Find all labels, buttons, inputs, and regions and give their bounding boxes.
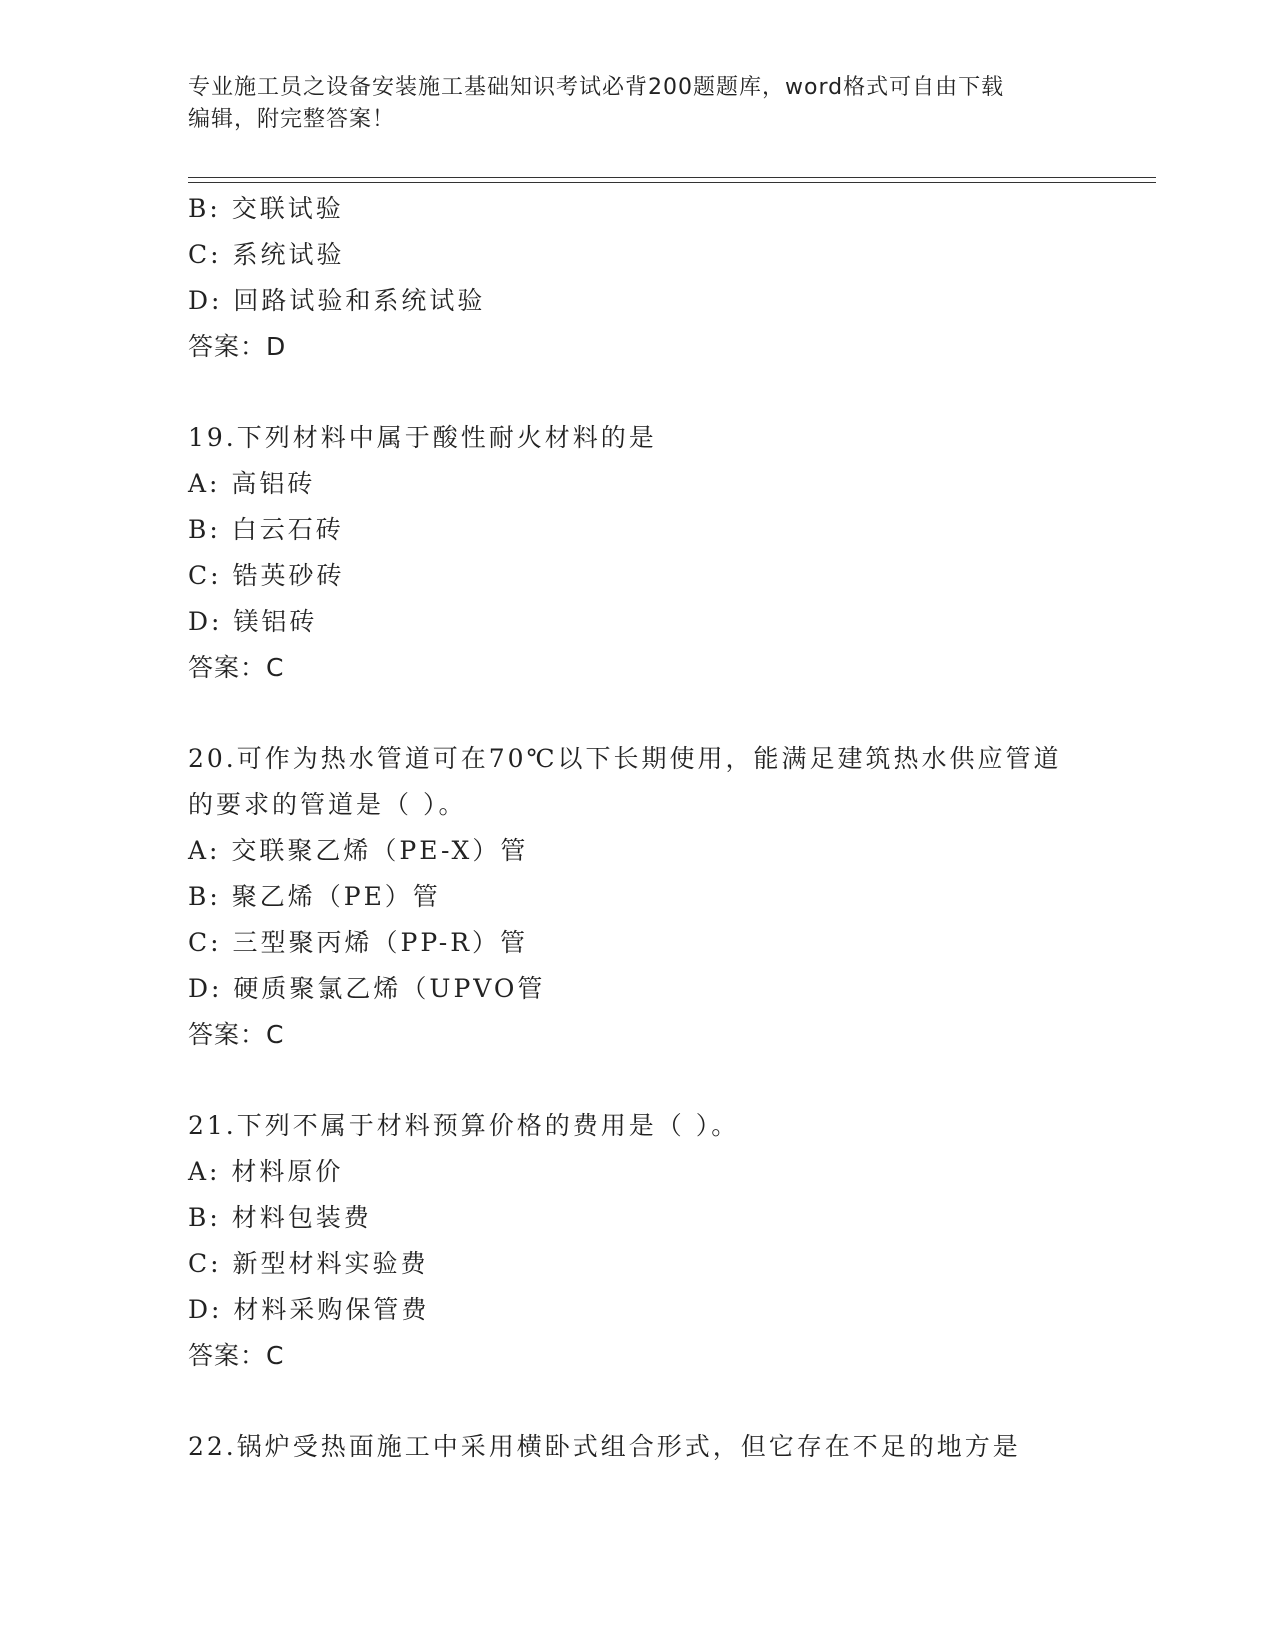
answer: 答案：C [188,1020,285,1049]
option-c: C: 新型材料实验费 [188,1249,429,1278]
option-d: D: 回路试验和系统试验 [188,286,486,315]
option-d: D: 镁铝砖 [188,607,318,636]
option-b: B: 交联试验 [188,194,344,223]
answer: 答案：C [188,1341,285,1370]
question-21 [188,1103,1128,1379]
option-c: C: 三型聚丙烯（PP-R）管 [188,928,529,957]
question-19 [188,415,1128,691]
header-title-line-2: 编辑，附完整答案！ [188,107,396,132]
option-b: B: 聚乙烯（PE）管 [188,882,441,911]
answer: 答案：C [188,653,285,682]
spacer [188,1058,1128,1103]
spacer [188,370,1128,415]
header-divider [188,177,1156,183]
spacer [188,1379,1128,1424]
question-stem: 19.下列材料中属于酸性耐火材料的是 [188,423,657,452]
question-stem-continued: 的要求的管道是（ ）。 [188,790,467,819]
option-b: B: 材料包装费 [188,1203,372,1232]
question-stem: 21.下列不属于材料预算价格的费用是（ ）。 [188,1111,740,1140]
option-d: D: 硬质聚氯乙烯（UPVO管 [188,974,546,1003]
question-22 [188,1424,1128,1470]
option-c: C: 锆英砂砖 [188,561,345,590]
header-title-line-1: 专业施工员之设备安装施工基础知识考试必背200题题库，word格式可自由下载 [188,75,1005,100]
document-body [188,186,1128,1470]
answer: 答案：D [188,332,287,361]
document-header [188,72,1088,136]
question-stem: 22.锅炉受热面施工中采用横卧式组合形式，但它存在不足的地方是 [188,1432,1021,1461]
option-d: D: 材料采购保管费 [188,1295,430,1324]
spacer [188,691,1128,736]
option-c: C: 系统试验 [188,240,345,269]
question-stem: 20.可作为热水管道可在70℃以下长期使用，能满足建筑热水供应管道 [188,744,1062,773]
option-b: B: 白云石砖 [188,515,344,544]
option-a: A: 材料原价 [188,1157,344,1186]
question-20 [188,736,1128,1058]
option-a: A: 交联聚乙烯（PE-X）管 [188,836,529,865]
question-18-partial [188,186,1128,370]
option-a: A: 高铝砖 [188,469,316,498]
